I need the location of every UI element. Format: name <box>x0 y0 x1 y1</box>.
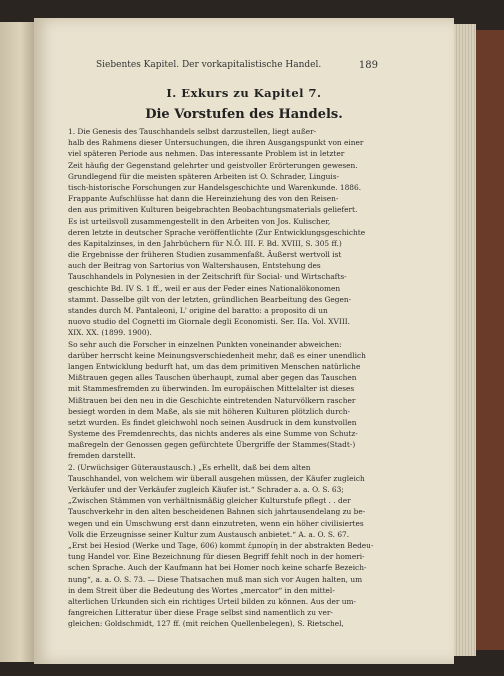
text-line: nuovo studio del Cognetti im Giornale degli Economisti. Ser. IIa. Vol. XVIII. <box>68 317 351 327</box>
text-line: Es ist urteilsvoll zusammengestellt in den Arbeiten von Jos. Kulischer, <box>68 216 331 226</box>
text-line: So sehr auch die Forscher in einzelnen Punkten voneinander abweichen: <box>68 339 342 349</box>
text-line: halb des Rahmens dieser Untersuchungen, die ihren Ausgangspunkt von einer <box>68 138 364 148</box>
running-head: Siebentes Kapitel. Der vorkapitalistische Handel. <box>96 60 322 70</box>
text-line: fremden darstellt. <box>68 451 136 461</box>
excursus-title: I. Exkurs zu Kapitel 7. <box>166 86 322 100</box>
text-line: Zeit häufig der Gegenstand gelehrter und geistvoller Erörterungen gewesen. <box>68 160 358 170</box>
text-line: „Zwischen Stämmen von verhältnismäßig gleicher Kulturstufe pflegt . . der <box>68 496 351 506</box>
text-line: alterlichen Urkunden sich ein richtiges Urteil bilden zu können. Aus der um- <box>68 596 356 606</box>
text-line: tisch-historische Forschungen zur Handelsgeschichte und Warenkunde. 1886. <box>68 182 362 192</box>
text-line: deren letzte in deutscher Sprache veröffentlichte (Zur Entwicklungsgeschichte <box>68 227 366 237</box>
text-line: Tauschhandels in Polynesien in der Zeitschrift für Social- und Wirtschafts- <box>68 272 347 282</box>
text-line: des Kapitalzinses, in den Jahrbüchern für N.Ö. III. F. Bd. XVIII, S. 305 ff.) <box>68 238 342 248</box>
text-line: in dem Streit über die Bedeutung des Wortes „mercator“ in den mittel- <box>68 585 335 595</box>
text-line: setzt wurden. Es findet gleichwohl noch seinen Ausdruck in dem kunstvollen <box>68 417 357 427</box>
text-line: viel späteren Periode aus nehmen. Das interessante Problem ist in letzter <box>68 149 345 159</box>
text-line: Mißtrauen bei den neu in die Geschichte eintretenden Naturvölkern rascher <box>68 395 356 405</box>
text-line: Verkäufer und der Verkäufer zugleich Käufer ist.“ Schrader a. a. O. S. 63; <box>68 485 344 494</box>
facing-page-edge <box>0 22 34 662</box>
text-line: XIX. XX. (1899. 1900). <box>68 328 152 338</box>
text-line: besiegt worden in dem Maße, als sie mit höheren Kulturen plötzlich durch- <box>68 406 350 416</box>
text-line: den aus primitiven Kulturen beigebrachten Beobachtungsmaterials geliefert. <box>68 205 358 215</box>
text-line: Grundlegend für die meisten späteren Arbeiten ist O. Schrader, Linguis- <box>68 171 340 181</box>
text-line: die Ergebnisse der früheren Studien zusammenfaßt. Äußerst wertvoll ist <box>68 250 342 260</box>
text-line: stammt. Dasselbe gilt von der letzten, gründlichen Bearbeitung des Gegen- <box>68 294 352 304</box>
text-line: wegen und ein Umschwung erst dann einzutreten, wenn ein höher civilisiertes <box>68 518 364 528</box>
text-line: fangreichen Litteratur über diese Frage selbst sind namentlich zu ver- <box>68 608 333 618</box>
page-edges <box>454 24 476 656</box>
text-line: standes durch M. Pantaleoni, L' origine del baratto: a proposito di un <box>68 306 328 315</box>
text-line: 1. Die Genesis des Tauschhandels selbst darzustellen, liegt außer- <box>68 127 317 136</box>
text-line: gleichen: Goldschmidt, 127 ff. (mit reichen Quellenbelegen), S. Rietschel, <box>68 619 344 629</box>
section-title: Die Vorstufen des Handels. <box>145 107 343 122</box>
text-line: nung“, a. a. O. S. 73. — Diese Thatsachen muß man sich vor Augen halten, um <box>68 574 363 584</box>
text-line: Systeme des Fremdenrechts, das nichts anderes als eine Summe von Schutz- <box>68 429 358 439</box>
text-line: Tauschhandel, von welchem wir überall ausgehen müssen, der Käufer zugleich <box>68 473 365 483</box>
text-line: mit Stammesfremden zu überwinden. Im europäischen Mittelalter ist dieses <box>68 384 355 394</box>
page-number: 189 <box>358 60 378 71</box>
text-line: Frappante Aufschlüsse hat dann die Hereinziehung des von den Reisen- <box>68 194 339 204</box>
text-line: geschichte Bd. IV S. 1 ff., weil er aus der Feder eines Nationalökonomen <box>68 283 341 293</box>
text-line: „Erst bei Hesiod (Werke und Tage, 606) kommt ἐμπορίη in der abstrakten Bedeu- <box>68 540 374 550</box>
text-line: tung Handel vor. Eine Bezeichnung für diesen Begriff fehlt noch in der homeri- <box>68 552 365 562</box>
text-line: auch der Beitrag von Sartorius von Waltershausen, Entstehung des <box>68 261 321 271</box>
text-line: langen Entwicklung bedurft hat, um das dem primitiven Menschen natürliche <box>68 361 361 371</box>
text-line: schen Sprache. Auch der Kaufmann hat bei Homer noch keine scharfe Bezeich- <box>68 563 367 573</box>
text-line: 2. (Urwüchsiger Güteraustausch.) „Es erhellt, daß bei dem alten <box>68 462 311 472</box>
book-cover-edge <box>476 30 504 650</box>
text-line: maßregeln der Genossen gegen gefürchtete Übergriffe der Stammes(Stadt-) <box>68 440 356 450</box>
text-line: Volk die Erzeugnisse seiner Kultur zum Austausch anbietet.“ A. a. O. S. 67. <box>68 529 350 539</box>
body-text <box>68 126 452 629</box>
text-line: Tauschverkehr in den alten bescheidenen Bahnen sich jahrtausendelang zu be- <box>68 507 366 517</box>
text-line: darüber herrscht keine Meinungsverschiedenheit mehr, daß es einer unendlich <box>68 350 366 360</box>
text-line: Mißtrauen gegen alles Tauschen überhaupt, zumal aber gegen das Tauschen <box>68 373 357 383</box>
